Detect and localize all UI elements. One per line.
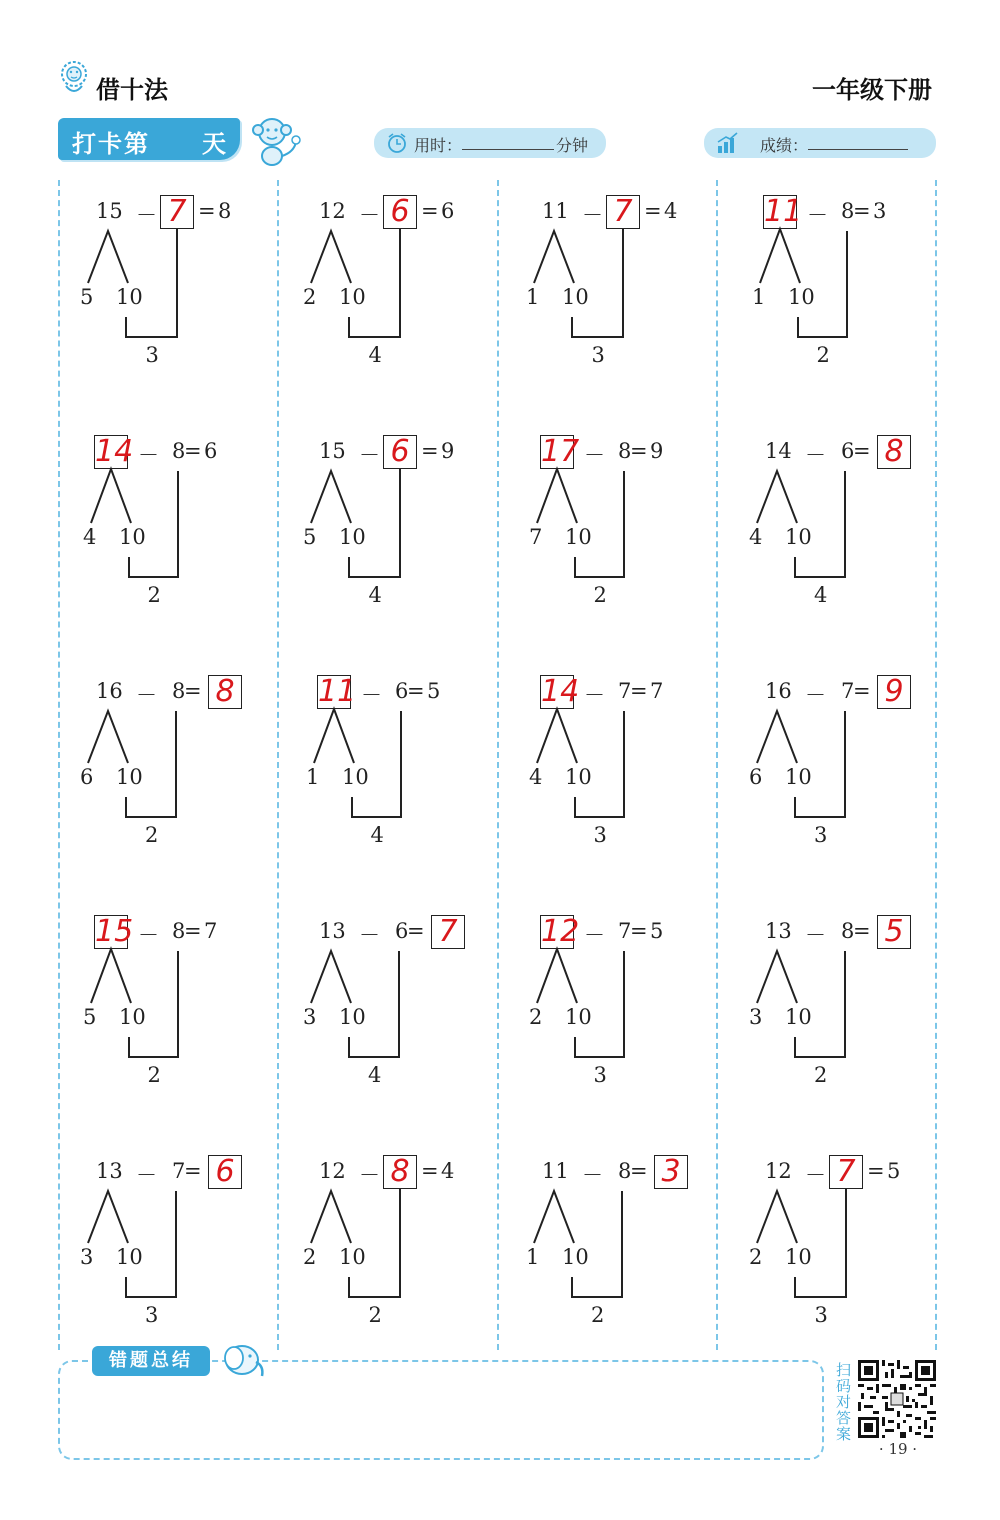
difference: 9 — [650, 439, 664, 463]
scan-answer-label: 扫码对答案 — [836, 1361, 852, 1443]
equals-sign: = — [184, 919, 202, 943]
decomposition-lines — [749, 915, 949, 1115]
equals-sign: = — [853, 199, 871, 223]
split-ones: 2 — [303, 285, 317, 309]
grade-label: 一年级下册 — [812, 76, 932, 104]
ten-remainder: 4 — [814, 583, 828, 607]
problem-card — [749, 675, 949, 875]
ten-remainder: 4 — [368, 1063, 382, 1087]
split-ones: 4 — [749, 525, 763, 549]
split-ten: 10 — [116, 765, 143, 789]
decomposition-lines — [303, 915, 503, 1115]
minuend: 11 — [542, 1159, 569, 1183]
decomposition-lines — [303, 435, 503, 635]
minuend: 15 — [319, 439, 346, 463]
time-blank[interactable] — [462, 131, 554, 150]
answer-box[interactable]: 11 — [764, 194, 803, 229]
split-ten: 10 — [562, 285, 589, 309]
problem-card — [749, 435, 949, 635]
answer-box[interactable]: 6 — [383, 435, 417, 469]
split-ones: 6 — [80, 765, 94, 789]
checkin-day-label: 天 — [202, 130, 228, 158]
ten-remainder: 3 — [814, 1303, 828, 1327]
problem-card — [80, 435, 280, 635]
equals-sign: = — [184, 439, 202, 463]
answer-box[interactable]: 11 — [318, 674, 357, 709]
minus-sign: － — [359, 203, 380, 227]
page-number: · 19 · — [878, 1440, 918, 1458]
ten-remainder: 3 — [593, 1063, 607, 1087]
minus-sign: － — [805, 1163, 826, 1187]
problem-card — [749, 195, 949, 395]
minuend: 12 — [319, 199, 346, 223]
equals-sign: = — [853, 679, 871, 703]
ten-remainder: 4 — [368, 583, 382, 607]
minuend: 11 — [542, 199, 569, 223]
checkin-label: 打卡第 — [72, 130, 150, 158]
mistake-summary-label: 错题总结 — [92, 1346, 210, 1376]
problem-card — [303, 195, 503, 395]
split-ones: 1 — [526, 285, 540, 309]
qr-code-icon[interactable] — [858, 1360, 936, 1438]
problem-card — [526, 675, 726, 875]
equals-sign: = — [630, 1159, 648, 1183]
answer-box[interactable]: 6 — [383, 195, 417, 229]
difference: 6 — [204, 439, 218, 463]
minus-sign: － — [584, 443, 605, 467]
elephant-icon — [212, 1338, 268, 1382]
ten-remainder: 3 — [814, 823, 828, 847]
split-ones: 2 — [749, 1245, 763, 1269]
minus-sign: － — [359, 1163, 380, 1187]
decomposition-lines — [749, 195, 949, 395]
difference: 8 — [218, 199, 232, 223]
difference: 7 — [650, 679, 664, 703]
minus-sign: － — [136, 203, 157, 227]
decomposition-lines — [749, 435, 949, 635]
problem-card — [303, 1155, 503, 1355]
answer-box[interactable]: 14 — [541, 674, 580, 709]
minuend: 13 — [319, 919, 346, 943]
split-ones: 3 — [303, 1005, 317, 1029]
decomposition-lines — [303, 675, 503, 875]
problem-card — [303, 675, 503, 875]
difference: 5 — [650, 919, 664, 943]
bar-chart-icon — [716, 132, 740, 154]
minuend: 15 — [96, 199, 123, 223]
split-ten: 10 — [116, 285, 143, 309]
problem-card — [303, 435, 503, 635]
difference: 3 — [873, 199, 887, 223]
difference: 6 — [441, 199, 455, 223]
score-blank[interactable] — [808, 131, 908, 150]
minuend: 16 — [765, 679, 792, 703]
difference: 5 — [427, 679, 441, 703]
minus-sign: － — [359, 923, 380, 947]
subtrahend: 8 — [618, 439, 632, 463]
answer-box[interactable]: 8 — [877, 435, 911, 469]
split-ones: 1 — [526, 1245, 540, 1269]
problem-card — [526, 195, 726, 395]
equals-sign: = — [407, 919, 425, 943]
subtrahend: 8 — [172, 919, 186, 943]
ten-remainder: 3 — [145, 1303, 159, 1327]
ten-remainder: 2 — [147, 1063, 161, 1087]
decomposition-lines — [80, 675, 280, 875]
answer-box[interactable]: 8 — [208, 675, 242, 709]
split-ten: 10 — [339, 1005, 366, 1029]
split-ten: 10 — [119, 525, 146, 549]
ten-remainder: 2 — [368, 1303, 382, 1327]
ten-remainder: 3 — [591, 343, 605, 367]
difference: 7 — [204, 919, 218, 943]
split-ones: 6 — [749, 765, 763, 789]
score-field[interactable] — [704, 128, 936, 158]
split-ten: 10 — [119, 1005, 146, 1029]
decomposition-lines — [80, 195, 280, 395]
minus-sign: － — [138, 443, 159, 467]
minuend: 16 — [96, 679, 123, 703]
decomposition-lines — [749, 675, 949, 875]
minuend: 13 — [96, 1159, 123, 1183]
split-ones: 4 — [529, 765, 543, 789]
equals-sign: = — [421, 439, 439, 463]
time-label: 用时： — [414, 136, 463, 155]
problem-card — [80, 915, 280, 1115]
split-ones: 5 — [83, 1005, 97, 1029]
time-field[interactable] — [374, 128, 606, 158]
split-ten: 10 — [788, 285, 815, 309]
minus-sign: － — [138, 923, 159, 947]
problem-card — [526, 435, 726, 635]
answer-box[interactable]: 12 — [541, 914, 580, 949]
minuend: 12 — [319, 1159, 346, 1183]
answer-box[interactable]: 6 — [208, 1155, 242, 1189]
subtrahend: 7 — [841, 679, 855, 703]
answer-box[interactable]: 3 — [654, 1155, 688, 1189]
problem-card — [526, 1155, 726, 1355]
ten-remainder: 2 — [814, 1063, 828, 1087]
split-ones: 2 — [303, 1245, 317, 1269]
subtrahend: 8 — [618, 1159, 632, 1183]
column-divider — [58, 180, 60, 1350]
answer-box[interactable]: 7 — [829, 1155, 863, 1189]
time-unit: 分钟 — [556, 136, 589, 155]
split-ten: 10 — [342, 765, 369, 789]
minus-sign: － — [361, 683, 382, 707]
minus-sign: － — [582, 203, 603, 227]
minus-sign: － — [359, 443, 380, 467]
equals-sign: = — [630, 439, 648, 463]
minuend: 14 — [765, 439, 792, 463]
minus-sign: － — [805, 923, 826, 947]
split-ten: 10 — [785, 1005, 812, 1029]
split-ones: 3 — [749, 1005, 763, 1029]
minuend: 13 — [765, 919, 792, 943]
split-ones: 4 — [83, 525, 97, 549]
subtrahend: 7 — [618, 919, 632, 943]
ten-remainder: 2 — [593, 583, 607, 607]
lion-logo-icon — [58, 60, 90, 96]
alarm-clock-icon — [386, 132, 408, 154]
problem-card — [80, 675, 280, 875]
minus-sign: － — [807, 203, 828, 227]
difference: 4 — [664, 199, 678, 223]
problem-card — [749, 915, 949, 1115]
section-title: 借十法 — [96, 76, 168, 104]
equals-sign: = — [407, 679, 425, 703]
split-ones: 1 — [752, 285, 766, 309]
difference: 5 — [887, 1159, 901, 1183]
answer-box[interactable]: 17 — [541, 434, 580, 469]
answer-box[interactable]: 9 — [877, 675, 911, 709]
subtrahend: 8 — [172, 679, 186, 703]
ten-remainder: 3 — [145, 343, 159, 367]
split-ten: 10 — [339, 525, 366, 549]
answer-box[interactable]: 7 — [606, 195, 640, 229]
minuend: 12 — [765, 1159, 792, 1183]
problem-card — [80, 1155, 280, 1355]
equals-sign: = — [630, 919, 648, 943]
answer-box[interactable]: 15 — [95, 914, 134, 949]
split-ones: 2 — [529, 1005, 543, 1029]
subtrahend: 6 — [841, 439, 855, 463]
score-label: 成绩： — [760, 136, 809, 155]
decomposition-lines — [526, 435, 726, 635]
equals-sign: = — [421, 199, 439, 223]
equals-sign: = — [853, 919, 871, 943]
split-ones: 5 — [303, 525, 317, 549]
split-ten: 10 — [785, 765, 812, 789]
equals-sign: = — [198, 199, 216, 223]
subtrahend: 6 — [395, 919, 409, 943]
problem-card — [80, 195, 280, 395]
minus-sign: － — [805, 443, 826, 467]
problem-card — [526, 915, 726, 1115]
decomposition-lines — [80, 1155, 280, 1355]
answer-box[interactable]: 7 — [160, 195, 194, 229]
split-ten: 10 — [785, 1245, 812, 1269]
ten-remainder: 2 — [816, 343, 830, 367]
split-ones: 1 — [306, 765, 320, 789]
equals-sign: = — [644, 199, 662, 223]
minus-sign: － — [582, 1163, 603, 1187]
answer-box[interactable]: 14 — [95, 434, 134, 469]
subtrahend: 8 — [841, 919, 855, 943]
ten-remainder: 2 — [147, 583, 161, 607]
minus-sign: － — [136, 1163, 157, 1187]
decomposition-lines — [303, 1155, 503, 1355]
equals-sign: = — [853, 439, 871, 463]
split-ten: 10 — [565, 1005, 592, 1029]
equals-sign: = — [184, 1159, 202, 1183]
answer-box[interactable]: 8 — [383, 1155, 417, 1189]
split-ten: 10 — [565, 525, 592, 549]
decomposition-lines — [749, 1155, 949, 1355]
ten-remainder: 4 — [368, 343, 382, 367]
equals-sign: = — [630, 679, 648, 703]
answer-box[interactable]: 5 — [877, 915, 911, 949]
subtrahend: 8 — [841, 199, 855, 223]
subtrahend: 8 — [172, 439, 186, 463]
equals-sign: = — [184, 679, 202, 703]
split-ten: 10 — [339, 1245, 366, 1269]
subtrahend: 7 — [172, 1159, 186, 1183]
minus-sign: － — [136, 683, 157, 707]
split-ones: 5 — [80, 285, 94, 309]
split-ones: 7 — [529, 525, 543, 549]
decomposition-lines — [80, 435, 280, 635]
decomposition-lines — [526, 915, 726, 1115]
split-ten: 10 — [562, 1245, 589, 1269]
ten-remainder: 3 — [593, 823, 607, 847]
difference: 4 — [441, 1159, 455, 1183]
decomposition-lines — [80, 915, 280, 1115]
answer-box[interactable]: 7 — [431, 915, 465, 949]
split-ten: 10 — [565, 765, 592, 789]
monkey-icon — [244, 112, 304, 170]
decomposition-lines — [526, 675, 726, 875]
split-ten: 10 — [785, 525, 812, 549]
problem-card — [303, 915, 503, 1115]
ten-remainder: 4 — [370, 823, 384, 847]
difference: 9 — [441, 439, 455, 463]
minus-sign: － — [805, 683, 826, 707]
minus-sign: － — [584, 923, 605, 947]
minus-sign: － — [584, 683, 605, 707]
split-ten: 10 — [339, 285, 366, 309]
ten-remainder: 2 — [591, 1303, 605, 1327]
checkin-banner — [58, 118, 240, 160]
equals-sign: = — [867, 1159, 885, 1183]
subtrahend: 7 — [618, 679, 632, 703]
decomposition-lines — [526, 1155, 726, 1355]
decomposition-lines — [303, 195, 503, 395]
decomposition-lines — [526, 195, 726, 395]
equals-sign: = — [421, 1159, 439, 1183]
problem-card — [749, 1155, 949, 1355]
subtrahend: 6 — [395, 679, 409, 703]
split-ones: 3 — [80, 1245, 94, 1269]
split-ten: 10 — [116, 1245, 143, 1269]
ten-remainder: 2 — [145, 823, 159, 847]
